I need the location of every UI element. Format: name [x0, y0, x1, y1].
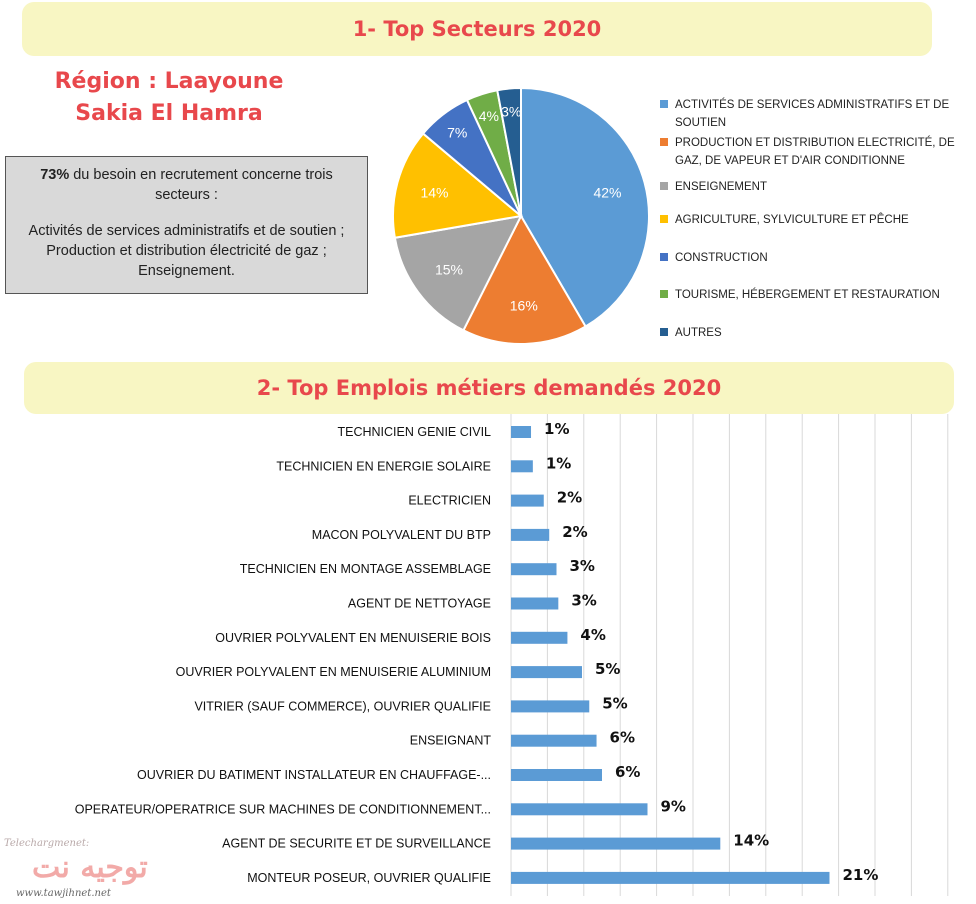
bar-11: [511, 803, 648, 815]
legend-swatch-2: [660, 182, 668, 190]
watermark-url: www.tawjihnet.net: [16, 888, 111, 899]
legend-label-5: TOURISME, HÉBERGEMENT ET RESTAURATION: [675, 289, 940, 301]
value-label-13: 21%: [842, 865, 879, 884]
legend-swatch-4: [660, 253, 668, 261]
legend-label-0: ACTIVITÉS DE SERVICES ADMINISTRATIFS ET DE SOUTIEN: [675, 99, 950, 129]
legend-swatch-1: [660, 138, 668, 146]
bar-9: [511, 735, 597, 747]
legend-label-6: AUTRES: [675, 327, 722, 339]
bar-2: [511, 495, 544, 507]
summary-highlight: 73%: [40, 167, 70, 183]
bar-4: [511, 563, 557, 575]
section1-title: 1- Top Secteurs 2020: [22, 2, 932, 56]
jobs-bar-chart: [0, 414, 976, 904]
region-title: [38, 66, 300, 130]
category-label-7: OUVRIER POLYVALENT EN MENUISERIE ALUMINIUM: [175, 665, 491, 680]
value-label-8: 5%: [602, 694, 628, 713]
bar-1: [511, 460, 533, 472]
category-label-0: TECHNICIEN GENIE CIVIL: [337, 425, 491, 439]
legend-item-6: [660, 324, 972, 342]
category-label-4: TECHNICIEN EN MONTAGE ASSEMBLAGE: [239, 562, 491, 577]
summary-line1-rest: du besoin en recrutement concerne trois secteurs :: [69, 167, 333, 203]
category-label-3: MACON POLYVALENT DU BTP: [311, 527, 491, 542]
bar-0: [511, 426, 531, 438]
category-label-9: ENSEIGNANT: [409, 733, 491, 748]
watermark-brand: توجيه نت: [32, 850, 148, 885]
legend-item-4: [660, 249, 972, 267]
section2-title: 2- Top Emplois métiers demandés 2020: [24, 362, 954, 414]
category-label-1: TECHNICIEN EN ENERGIE SOLAIRE: [276, 459, 491, 474]
bar-7: [511, 666, 582, 678]
value-label-12: 14%: [733, 831, 770, 850]
value-label-11: 9%: [660, 797, 686, 816]
category-label-5: AGENT DE NETTOYAGE: [347, 596, 491, 611]
value-label-4: 3%: [569, 557, 595, 576]
sector-pie-chart: [380, 80, 660, 350]
value-label-0: 1%: [544, 420, 570, 438]
summary-box: [5, 156, 368, 294]
legend-label-3: AGRICULTURE, SYLVICULTURE ET PÊCHE: [675, 214, 909, 226]
bar-12: [511, 838, 720, 850]
summary-line4: Enseignement.: [138, 263, 235, 279]
pie-label-2: 15%: [434, 261, 464, 278]
legend-label-1: PRODUCTION ET DISTRIBUTION ELECTRICITÉ, DE GAZ, DE VAPEUR ET D'AIR CONDITIONNE: [675, 137, 955, 167]
legend-item-2: [660, 178, 972, 196]
value-label-5: 3%: [571, 591, 597, 610]
category-label-10: OUVRIER DU BATIMENT INSTALLATEUR EN CHAUFFAGE-...: [137, 768, 491, 782]
legend-label-2: ENSEIGNEMENT: [675, 181, 768, 193]
region-line1: Région : Laayoune: [54, 69, 284, 94]
value-label-2: 2%: [556, 488, 583, 507]
pie-label-4: 7%: [447, 124, 468, 141]
summary-line3: Production et distribution électricité de gaz ;: [46, 243, 327, 259]
bar-13: [511, 872, 830, 884]
category-label-2: ELECTRICIEN: [408, 493, 491, 508]
value-label-1: 1%: [545, 454, 572, 473]
category-label-11: OPERATEUR/OPERATRICE SUR MACHINES DE CONDITIONNEMENT...: [74, 802, 491, 817]
summary-line2: Activités de services administratifs et de soutien ;: [28, 223, 345, 239]
pie-label-5: 4%: [478, 108, 499, 125]
pie-label-6: 3%: [501, 103, 522, 120]
legend-item-1: [660, 134, 972, 170]
legend-item-5: [660, 286, 972, 304]
legend-swatch-5: [660, 290, 668, 298]
watermark-top-text: Telechargmenet:: [4, 838, 90, 849]
bar-8: [511, 700, 589, 712]
category-label-8: VITRIER (SAUF COMMERCE), OUVRIER QUALIFIE: [194, 699, 491, 714]
bar-3: [511, 529, 549, 541]
category-label-13: MONTEUR POSEUR, OUVRIER QUALIFIE: [247, 870, 491, 885]
bar-5: [511, 598, 558, 610]
value-label-6: 4%: [580, 625, 606, 644]
watermark-logo: [2, 836, 152, 902]
bar-10: [511, 769, 602, 781]
value-label-9: 6%: [609, 728, 636, 747]
legend-item-0: [660, 96, 972, 132]
pie-label-0: 42%: [593, 184, 622, 201]
legend-label-4: CONSTRUCTION: [675, 252, 768, 264]
category-label-12: AGENT DE SECURITE ET DE SURVEILLANCE: [222, 836, 491, 851]
pie-label-1: 16%: [509, 297, 538, 314]
category-label-6: OUVRIER POLYVALENT EN MENUISERIE BOIS: [215, 630, 491, 645]
value-label-7: 5%: [594, 660, 621, 679]
bar-6: [511, 632, 567, 644]
summary-line1: [14, 165, 359, 205]
value-label-10: 6%: [615, 763, 641, 781]
legend-item-3: [660, 211, 972, 229]
legend-swatch-0: [660, 100, 668, 108]
region-line2: Sakia El Hamra: [75, 101, 263, 126]
value-label-3: 2%: [562, 522, 588, 541]
legend-swatch-3: [660, 215, 668, 223]
legend-swatch-6: [660, 328, 668, 336]
pie-label-3: 14%: [420, 184, 449, 201]
